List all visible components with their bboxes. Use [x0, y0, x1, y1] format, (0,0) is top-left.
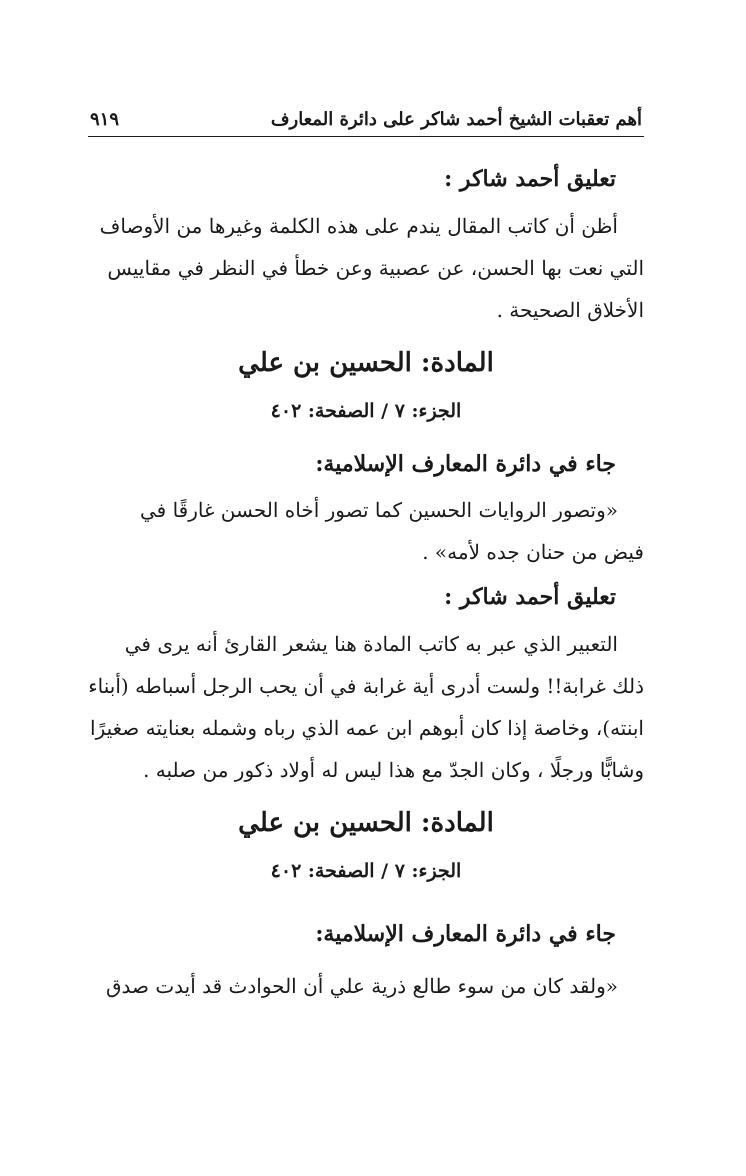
- comment-paragraph: [88, 623, 644, 791]
- paragraph-line: التعبير الذي عبر به كاتب المادة هنا يشعر القارئ أنه يرى في: [124, 632, 618, 656]
- encyclopedia-quote: [88, 489, 644, 573]
- paragraph-line: «ولقد كان من سوء طالع ذرية علي أن الحوادث قد أيدت صدق: [105, 974, 618, 998]
- encyclopedia-heading: جاء في دائرة المعارف الإسلامية:: [315, 451, 616, 477]
- page-number: ٩١٩: [90, 109, 120, 130]
- paragraph-line: فيض من حنان جده لأمه» .: [422, 540, 644, 564]
- paragraph-line: «وتصور الروايات الحسين كما تصور أخاه الحسن غارقًا في: [140, 498, 618, 522]
- running-header: [88, 100, 644, 137]
- paragraph-line: أظن أن كاتب المقال يندم على هذه الكلمة وغيرها من الأوصاف: [99, 214, 618, 238]
- paragraph-line: وشابًّا ورجلًا ، وكان الجدّ مع هذا ليس له أولاد ذكور من صلبه .: [143, 758, 644, 782]
- entry-title: المادة: الحسين بن علي: [238, 348, 494, 378]
- entry-reference: الجزء: ٧ / الصفحة: ٤٠٢: [270, 860, 462, 882]
- entry-title: المادة: الحسين بن علي: [238, 808, 494, 838]
- running-title: أهم تعقبات الشيخ أحمد شاكر على دائرة المعارف: [270, 109, 642, 130]
- paragraph-line: التي نعت بها الحسن، عن عصبية وعن خطأ في النظر في مقاييس: [107, 256, 644, 280]
- encyclopedia-quote: [88, 965, 644, 1007]
- comment-paragraph: [88, 205, 644, 331]
- paragraph-line: ذلك غرابة!! ولست أدرى أية غرابة في أن يحب الرجل أسباطه (أبناء: [88, 674, 644, 698]
- paragraph-line: الأخلاق الصحيحة .: [496, 298, 644, 322]
- entry-reference: الجزء: ٧ / الصفحة: ٤٠٢: [270, 400, 462, 422]
- encyclopedia-heading: جاء في دائرة المعارف الإسلامية:: [315, 921, 616, 947]
- comment-heading: تعليق أحمد شاكر :: [444, 166, 616, 192]
- book-page: [88, 100, 644, 1007]
- comment-heading: تعليق أحمد شاكر :: [444, 584, 616, 610]
- paragraph-line: ابنته)، وخاصة إذا كان أبوهم ابن عمه الذي رباه وشمله بعنايته صغيرًا: [90, 716, 644, 740]
